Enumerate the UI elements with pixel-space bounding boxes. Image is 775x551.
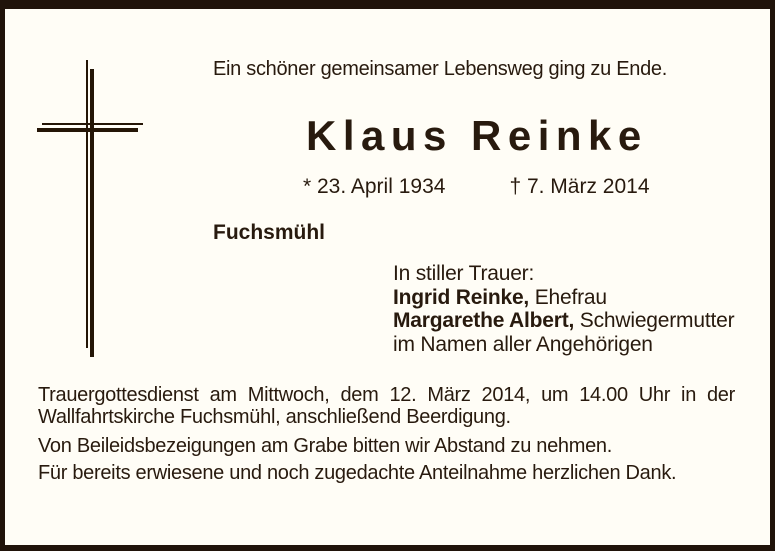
life-dates: [303, 174, 650, 200]
place-name: Fuchsmühl: [213, 221, 326, 244]
cross-vertical-thick-line: [90, 69, 94, 357]
condolence-note: Von Beileidsbezeigungen am Grabe bitten wir Abstand zu nehmen.: [38, 435, 613, 457]
birth-date: * 23. April 1934: [303, 175, 446, 198]
mourning-closing: im Namen aller Angehörigen: [393, 332, 653, 356]
mourner-relation: Ehefrau: [529, 285, 607, 309]
epigraph-text: Ein schöner gemeinsamer Lebensweg ging zu Ende.: [213, 58, 667, 80]
cross-vertical-thin-line: [86, 60, 88, 348]
mourner-name: Ingrid Reinke,: [393, 285, 530, 309]
death-date: † 7. März 2014: [509, 175, 650, 198]
service-info: Trauergottesdienst am Mittwoch, dem 12. März 2014, um 14.00 Uhr in der Wallfahrtskirche Fuchsmühl, anschließend Beerdigung.: [38, 384, 735, 428]
deceased-name: Klaus Reinke: [306, 112, 648, 159]
mourning-block: [393, 262, 734, 356]
cross-horizontal-thick-line: [37, 128, 138, 132]
mourner-line: [393, 309, 734, 333]
cross-horizontal-thin-line: [42, 123, 143, 125]
mourner-line: [393, 286, 734, 310]
funeral-details-block: [38, 385, 735, 484]
thanks-note: Für bereits erwiesene und noch zugedachte Anteilnahme herzlichen Dank.: [38, 461, 677, 484]
mourner-relation: Schwiegermutter: [574, 309, 735, 332]
mourner-name: Margarethe Albert,: [393, 309, 575, 332]
mourning-intro: In stiller Trauer:: [393, 262, 535, 285]
